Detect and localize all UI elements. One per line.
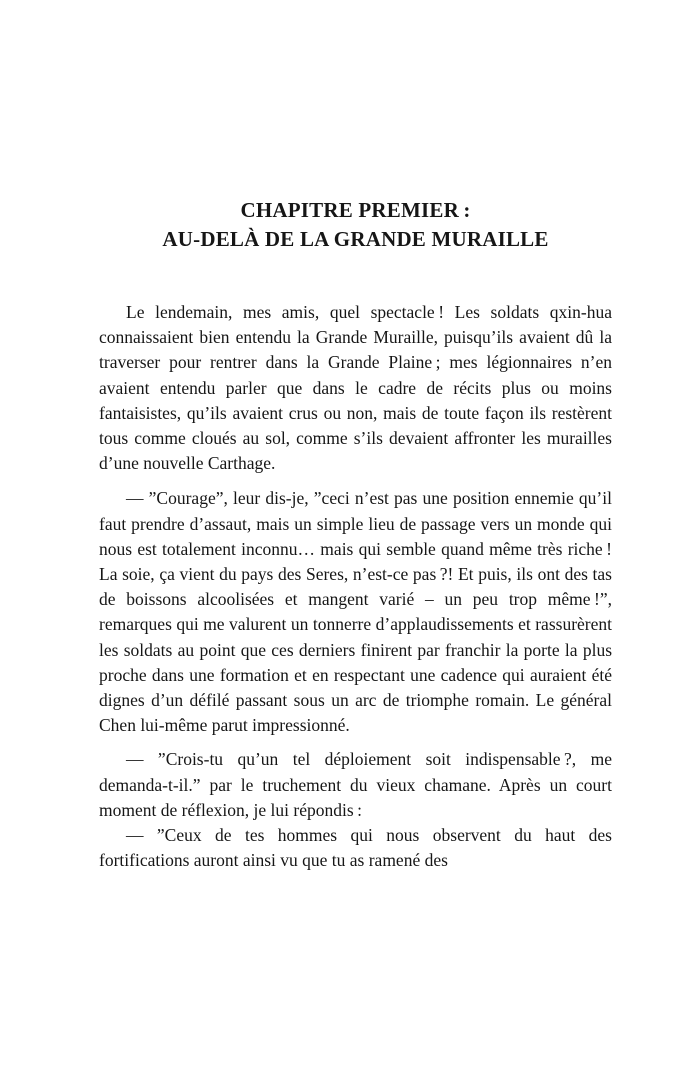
body-text: [99, 300, 612, 873]
paragraph-dialogue-ceux-de-tes-hommes: — ”Ceux de tes hommes qui nous observent du haut des fortifications auront ainsi vu que tu as ramené des: [99, 825, 612, 871]
chapter-title-line1: CHAPITRE PREMIER :: [240, 198, 471, 222]
text-column: [99, 0, 612, 873]
chapter-title: [99, 0, 612, 254]
paragraph-narration: Le lendemain, mes amis, quel spectacle ! Les soldats qxin-hua connaissaient bien entendu la Grande Muraille, puisqu’ils avaient dû la traverser pour rentrer dans la Grande Plaine ; mes légionnaires n’en avaient entendu parler que dans le cadre de récits plus ou moins fantaisistes, qu’ils avaient crus ou non, mais de toute façon ils restèrent tous comme cloués au sol, comme s’ils devaient affronter les murailles d’une nouvelle Carthage.: [99, 302, 612, 474]
paragraph-dialogue-courage: — ”Courage”, leur dis-je, ”ceci n’est pas une position ennemie qu’il faut prendre d’assaut, mais un simple lieu de passage vers un monde qui nous est totalement inconnu… mais qui semble quand même très riche ! La soie, ça vient du pays des Seres, n’est-ce pas ?! Et puis, ils ont des tas de boissons alcoolisées et mangent varié – un peu trop même !”, remarques qui me valurent un tonnerre d’applaudissements et rassurèrent les soldats au point que ces derniers finirent par franchir la porte la plus proche dans une formation et en respectant une cadence qui auraient été dignes d’un défilé passant sous un arc de triomphe romain. Le général Chen lui-même parut impressionné.: [99, 488, 612, 736]
paragraph-dialogue-crois-tu: — ”Crois-tu qu’un tel déploiement soit indispensable ?, me demanda-t-il.” par le truchement du vieux chamane. Après un court moment de réflexion, je lui répondis :: [99, 749, 612, 820]
chapter-title-line2: AU-DELÀ DE LA GRANDE MURAILLE: [162, 227, 549, 251]
